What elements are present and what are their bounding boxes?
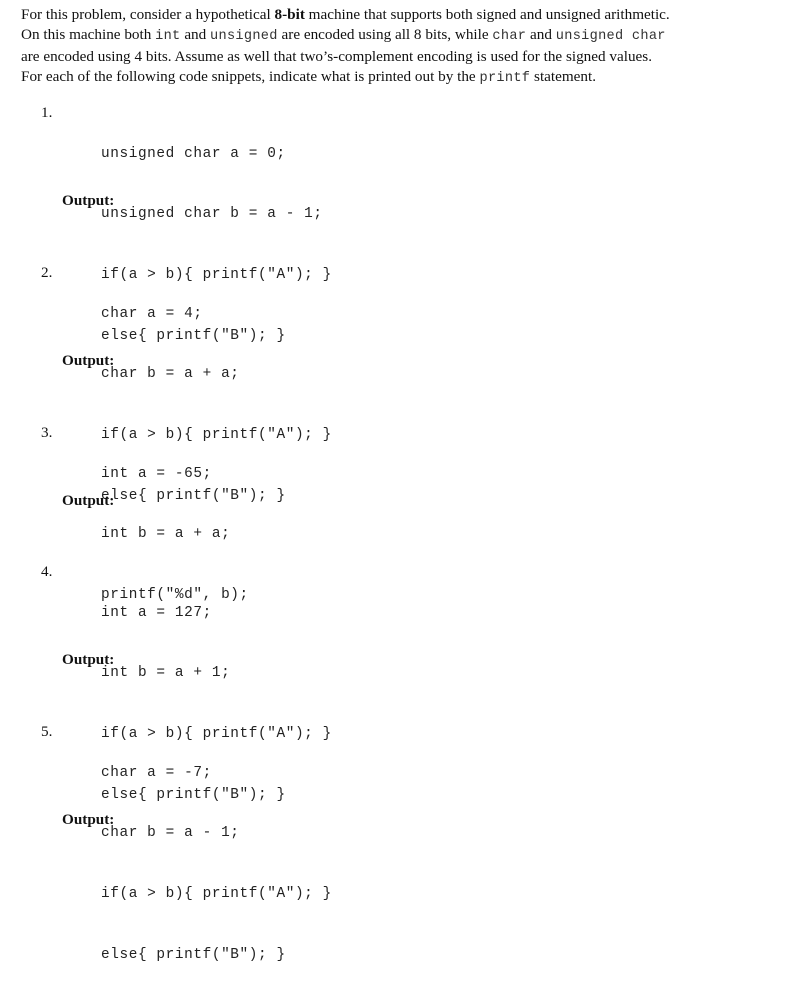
intro-line-4 [21, 67, 761, 89]
code-line: int b = a + 1; [101, 665, 231, 682]
output-label: Output: [62, 492, 115, 509]
code-line: unsigned char a = 0; [101, 145, 286, 162]
code-line: else{ printf("B"); } [101, 787, 286, 804]
intro-line-2 [21, 25, 761, 47]
code-line: if(a > b){ printf("A"); } [101, 726, 332, 743]
code-line: int b = a + a; [101, 526, 231, 543]
problem-number: 4. [41, 563, 53, 580]
output-label: Output: [62, 651, 115, 668]
output-label: Output: [62, 811, 115, 828]
problem-number: 3. [41, 424, 53, 441]
intro-line-1 [21, 5, 761, 25]
code-line: if(a > b){ printf("A"); } [101, 886, 332, 903]
code-line: else{ printf("B"); } [101, 947, 286, 964]
code-line: else{ printf("B"); } [101, 488, 286, 505]
problem-number: 2. [41, 264, 53, 281]
problem-number: 1. [41, 104, 53, 121]
output-label: Output: [62, 192, 115, 209]
code-char: char [492, 29, 527, 44]
intro-bold-8bit: 8-bit [274, 6, 305, 23]
code-line: char a = 4; [101, 305, 203, 322]
code-line: char b = a - 1; [101, 825, 240, 842]
code-line: char b = a + a; [101, 366, 240, 383]
code-line: int a = 127; [101, 604, 212, 621]
intro-text: machine that supports both signed and unsigned arithmetic. [304, 6, 670, 23]
intro-text: and [180, 26, 211, 43]
code-unsigned-char: unsigned char [555, 29, 666, 44]
output-label: Output: [62, 352, 115, 369]
code-int: int [155, 29, 181, 44]
intro-text: statement. [530, 68, 597, 85]
code-snippet [101, 722, 332, 1006]
intro-line-3: are encoded using 4 bits. Assume as well that two’s-complement encoding is used for the signed values. [21, 48, 652, 65]
intro-text: are encoded using all 8 bits, while [277, 26, 493, 43]
code-line: if(a > b){ printf("A"); } [101, 267, 332, 284]
code-line: printf("%d", b); [101, 587, 249, 604]
problem-intro [21, 5, 761, 89]
code-unsigned: unsigned [210, 29, 278, 44]
code-line: int a = -65; [101, 465, 212, 482]
code-line: if(a > b){ printf("A"); } [101, 427, 332, 444]
intro-text: For each of the following code snippets, indicate what is printed out by the [21, 68, 480, 85]
code-printf: printf [479, 71, 531, 86]
intro-text: For this problem, consider a hypothetical [21, 6, 275, 23]
code-line: unsigned char b = a - 1; [101, 206, 323, 223]
intro-text: and [526, 26, 556, 43]
problem-number: 5. [41, 723, 53, 740]
code-line: else{ printf("B"); } [101, 328, 286, 345]
intro-text: On this machine both [21, 26, 156, 43]
code-line: char a = -7; [101, 764, 212, 781]
